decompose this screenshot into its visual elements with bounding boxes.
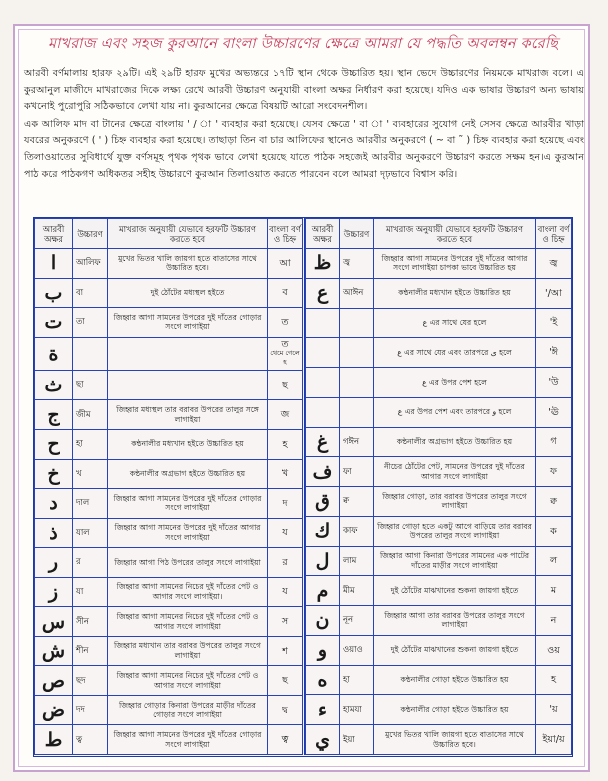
arabic-letter-cell: ل: [306, 546, 340, 576]
table-body-right: [306, 249, 572, 755]
makhraj-description-cell: ع এর উপর পেশ হলে: [374, 368, 536, 398]
table-row: [306, 308, 572, 338]
pronunciation-cell: লাম: [340, 546, 374, 576]
makhraj-description-cell: মুখের ভিতর খালি জায়গা হতে বাতাসের সাথে উচ্চারিত হবে।: [374, 725, 536, 755]
makhraj-table-right: [304, 218, 572, 755]
pronunciation-cell: তা: [73, 308, 108, 338]
table-row: [35, 337, 303, 370]
table-row: [35, 459, 303, 489]
table-row: [306, 397, 572, 427]
bangla-letter-cell: জ: [268, 400, 303, 430]
table-row: [306, 695, 572, 725]
bangla-letter-cell: হ: [268, 429, 303, 459]
bangla-letter-cell: ইয়া/য়: [536, 725, 572, 755]
bangla-letter-cell: য: [268, 518, 303, 548]
arabic-letter-cell: ر: [35, 548, 73, 578]
bangla-letter-cell: ম: [536, 576, 572, 606]
table-row: [35, 370, 303, 400]
makhraj-description-cell: জিহ্বার মধ্যখান তার বরাবর উপরের তালুর সংগে লাগাইয়া: [108, 636, 268, 666]
table-row: [306, 487, 572, 517]
bangla-letter-cell: শ: [268, 636, 303, 666]
arabic-letter-cell: ك: [306, 516, 340, 546]
pronunciation-cell: ত্ব: [73, 725, 108, 755]
table-row: [35, 489, 303, 519]
header-makhraj: মাখরাজ অনুযায়ী যেভাবে হরফটি উচ্চারণ করতে হবে: [108, 219, 268, 249]
table-row: [35, 577, 303, 607]
pronunciation-cell: আলিফ: [73, 249, 108, 279]
pronunciation-cell: হা: [340, 665, 374, 695]
arabic-letter-cell: س: [35, 607, 73, 637]
header-name: উচ্চারণ: [340, 219, 374, 249]
pronunciation-cell: জীম: [73, 400, 108, 430]
makhraj-description-cell: জিহ্বার আগা সামনের উপরের দুই দাঁতের গোড়ার সংগে লাগাইয়া: [108, 489, 268, 519]
table-row: [306, 249, 572, 279]
makhraj-description-cell: ع এর সাথে যের এবং তারপরে ی হলে: [374, 338, 536, 368]
arabic-letter-cell: [306, 338, 340, 368]
arabic-letter-cell: ب: [35, 278, 73, 308]
arabic-letter-cell: ش: [35, 636, 73, 666]
table-row: [35, 666, 303, 696]
bangla-letter-cell: '/আ: [536, 278, 572, 308]
pronunciation-cell: গঈন: [340, 427, 374, 457]
pronunciation-cell: [340, 338, 374, 368]
arabic-letter-cell: [306, 368, 340, 398]
pronunciation-cell: [340, 368, 374, 398]
table-row: [35, 695, 303, 725]
pronunciation-cell: দদ: [73, 695, 108, 725]
makhraj-description-cell: কন্ঠনালীর মধ্যখান হইতে উচ্চারিত হয়: [374, 278, 536, 308]
makhraj-description-cell: মুখের ভিতর খালি জায়গা হতে বাতাসের সাথে উচ্চারিত হবে।: [108, 249, 268, 279]
makhraj-description-cell: জিহ্বার আগা সামনের নিচের দুই দাঁতের পেট ও আগার সংগে লাগাইয়া।: [108, 577, 268, 607]
arabic-letter-cell: ض: [35, 695, 73, 725]
bangla-letter-cell: জ্ব: [536, 249, 572, 279]
bangla-letter-cell: গ: [536, 427, 572, 457]
table-row: [35, 308, 303, 338]
makhraj-description-cell: কন্ঠনালীর গোড়া হইতে উচ্চারিত হয়: [374, 665, 536, 695]
bangla-letter-cell: খ: [268, 459, 303, 489]
pronunciation-cell: আঈন: [340, 278, 374, 308]
pronunciation-cell: খ: [73, 459, 108, 489]
pronunciation-cell: ক্ব: [340, 487, 374, 517]
table-row: [306, 635, 572, 665]
header-bangla: বাংলা বর্ণ ও চিহ্ন: [536, 219, 572, 249]
makhraj-description-cell: কন্ঠনালীর মধ্যখান হইতে উচ্চারিত হয়: [108, 429, 268, 459]
makhraj-description-cell: কন্ঠনালীর অগ্রভাগ হইতে উচ্চারিত হয়: [374, 427, 536, 457]
pronunciation-cell: দাল: [73, 489, 108, 519]
bangla-letter-cell: 'য়: [536, 695, 572, 725]
table-row: [306, 665, 572, 695]
bangla-letter-cell: ত থেমে গেলে হ: [268, 337, 303, 370]
makhraj-description-cell: জিহ্বার আগা তার বরাবর উপরের তালুর সংগে লাগাইয়া: [374, 606, 536, 636]
pronunciation-cell: র: [73, 548, 108, 578]
pronunciation-cell: ছদ: [73, 666, 108, 696]
arabic-letter-cell: ة: [35, 337, 73, 370]
arabic-letter-cell: م: [306, 576, 340, 606]
table-row: [306, 368, 572, 398]
header-name: উচ্চারণ: [73, 219, 108, 249]
makhraj-description-cell: কন্ঠনালীর অগ্রভাগ হইতে উচ্চারিত হয়: [108, 459, 268, 489]
bangla-letter-cell: ছ: [268, 666, 303, 696]
arabic-letter-cell: د: [35, 489, 73, 519]
table-row: [306, 516, 572, 546]
makhraj-description-cell: জিহ্বার আগা সামনের নিচের দুই দাঁতের পেট ও আগার সংগে লাগাইয়া: [108, 666, 268, 696]
pronunciation-cell: ওয়াও: [340, 635, 374, 665]
arabic-letter-cell: و: [306, 635, 340, 665]
arabic-letter-cell: ء: [306, 695, 340, 725]
bangla-letter-cell: 'ঈ: [536, 338, 572, 368]
table-row: [306, 338, 572, 368]
makhraj-description-cell: জিহ্বার গোড়ার কিনারা উপরের মাড়ীর দাঁতের গোড়ার সংগে লাগাইয়া: [108, 695, 268, 725]
makhraj-description-cell: জিহ্বার মধ্যস্থল তার বরাবর উপরের তালুর সঙ্গে লাগাইয়া: [108, 400, 268, 430]
arabic-letter-cell: ت: [35, 308, 73, 338]
bangla-letter-cell: স: [268, 607, 303, 637]
bangla-letter-cell: ফ: [536, 457, 572, 487]
arabic-letter-cell: ظ: [306, 249, 340, 279]
makhraj-description-cell: [108, 370, 268, 400]
bangla-letter-cell: 'ঊ: [536, 397, 572, 427]
makhraj-description-cell: কন্ঠনালীর গোড়া হইতে উচ্চারিত হয়: [374, 695, 536, 725]
arabic-letter-cell: ح: [35, 429, 73, 459]
arabic-letter-cell: ث: [35, 370, 73, 400]
pronunciation-cell: মীম: [340, 576, 374, 606]
header-arabic: আরবী অক্ষর: [306, 219, 340, 249]
makhraj-description-cell: জিহ্বার আগা সামনের উপরের দুই দাঁতের আগার সংগে লাগাইয়া চাপকা ভাবে উচ্চারিত হয়: [374, 249, 536, 279]
makhraj-description-cell: দুই ঠোঁটের মাঝখানের শুকনা জায়গা হইতে: [374, 576, 536, 606]
arabic-letter-cell: ع: [306, 278, 340, 308]
bangla-letter-cell: দ্ব: [268, 695, 303, 725]
pronunciation-cell: সীন: [73, 607, 108, 637]
bangla-letter-cell: ন: [536, 606, 572, 636]
makhraj-description-cell: দুই ঠোঁটের মাঝখানের শুকনা জায়গা হইতে: [374, 635, 536, 665]
table-row: [35, 429, 303, 459]
table-row: [306, 576, 572, 606]
arabic-letter-cell: [306, 397, 340, 427]
makhraj-description-cell: জিহ্বার গোড়া হতে একটু আগে বাড়িয়ে তার বরাবর উপরের তালুর সংগে লাগাইয়া: [374, 516, 536, 546]
pronunciation-cell: যাল: [73, 518, 108, 548]
makhraj-table: [33, 217, 573, 757]
makhraj-description-cell: জিহ্বার গোড়া, তার বরাবর উপরের তালুর সংগে লাগাইয়া: [374, 487, 536, 517]
bangla-letter-cell: য: [268, 577, 303, 607]
makhraj-description-cell: [108, 337, 268, 370]
table-row: [35, 400, 303, 430]
page-title: মাখরাজ এবং সহজ কুরআনে বাংলা উচ্চারণের ক্ষেত্রে আমরা যে পদ্ধতি অবলম্বন করেছি: [48, 36, 558, 52]
table-row: [35, 725, 303, 755]
bangla-letter-cell: ত: [268, 308, 303, 338]
makhraj-description-cell: জিহ্বার আগা কিনারা উপরের সামনের এক পাটের দাঁতের মাড়ীর সংগে লাগাইয়া: [374, 546, 536, 576]
arabic-letter-cell: ز: [35, 577, 73, 607]
bangla-letter-cell: আ: [268, 249, 303, 279]
pronunciation-cell: ফা: [340, 457, 374, 487]
makhraj-description-cell: দুই ঠোঁটের মধ্যস্থল হইতে: [108, 278, 268, 308]
makhraj-description-cell: জিহ্বার আগা সামনের উপরের দুই দাঁতের আগার সংগে লাগাইয়া: [108, 518, 268, 548]
header-bangla: বাংলা বর্ণ ও চিহ্ন: [268, 219, 303, 249]
arabic-letter-cell: ط: [35, 725, 73, 755]
header-makhraj: মাখরাজ অনুযায়ী যেভাবে হরফটি উচ্চারণ করতে হবে: [374, 219, 536, 249]
makhraj-description-cell: জিহ্বার আগা পিঠ উপরের তালুর সংগে লাগাইয়া: [108, 548, 268, 578]
table-row: [306, 457, 572, 487]
pronunciation-cell: ছা: [73, 370, 108, 400]
pronunciation-cell: ইয়া: [340, 725, 374, 755]
table-row: [35, 278, 303, 308]
table-row: [35, 249, 303, 279]
pronunciation-cell: যা: [73, 577, 108, 607]
arabic-letter-cell: ن: [306, 606, 340, 636]
table-body-left: [35, 249, 303, 755]
arabic-letter-cell: ذ: [35, 518, 73, 548]
pronunciation-cell: [73, 337, 108, 370]
pronunciation-cell: কাফ: [340, 516, 374, 546]
table-header-row: [35, 219, 303, 249]
makhraj-description-cell: জিহ্বার আগা সামনের উপরের দুই দাঁতের গোড়ার সংগে লাগাইয়া: [108, 308, 268, 338]
bangla-letter-cell: ছ: [268, 370, 303, 400]
bangla-letter-cell: ল: [536, 546, 572, 576]
pronunciation-cell: জ্ব: [340, 249, 374, 279]
bangla-letter-cell: দ: [268, 489, 303, 519]
intro-text: [24, 66, 584, 184]
table-row: [306, 725, 572, 755]
bangla-letter-cell: ক্ব: [536, 487, 572, 517]
table-row: [35, 518, 303, 548]
arabic-letter-cell: ي: [306, 725, 340, 755]
table-row: [306, 606, 572, 636]
table-row: [35, 607, 303, 637]
arabic-letter-cell: غ: [306, 427, 340, 457]
bangla-letter-cell: র: [268, 548, 303, 578]
arabic-letter-cell: خ: [35, 459, 73, 489]
pronunciation-cell: হা: [73, 429, 108, 459]
bangla-letter-cell: 'উ: [536, 368, 572, 398]
makhraj-description-cell: জিহ্বার আগা সামনের নিচের দুই দাঁতের পেট ও আগার সংগে লাগাইয়া: [108, 607, 268, 637]
pronunciation-cell: হামযা: [340, 695, 374, 725]
bangla-letter-cell: হ: [536, 665, 572, 695]
bangla-letter-cell: ক: [536, 516, 572, 546]
makhraj-description-cell: ع এর উপর পেশ এবং তারপরে و হলে: [374, 397, 536, 427]
bangla-letter-cell: 'ই: [536, 308, 572, 338]
table-row: [35, 548, 303, 578]
table-row: [306, 546, 572, 576]
makhraj-description-cell: নীচের ঠোঁটের পেট, সামনের উপরের দুই দাঁতের আগার সংগে লাগাইয়া: [374, 457, 536, 487]
bangla-letter-cell: ব: [268, 278, 303, 308]
table-row: [306, 427, 572, 457]
arabic-letter-cell: ج: [35, 400, 73, 430]
header-arabic: আরবী অক্ষর: [35, 219, 73, 249]
pronunciation-cell: [340, 397, 374, 427]
table-row: [35, 636, 303, 666]
bangla-letter-cell: ওয়: [536, 635, 572, 665]
arabic-letter-cell: ق: [306, 487, 340, 517]
bangla-letter-cell: ত্ব: [268, 725, 303, 755]
arabic-letter-cell: ف: [306, 457, 340, 487]
table-header-row: [306, 219, 572, 249]
arabic-letter-cell: ه: [306, 665, 340, 695]
intro-paragraph-2: এক আলিফ মাদ বা টানের ক্ষেত্রে বাংলায় ' / া ' ব্যবহার করা হয়েছে। যেসব ক্ষেত্রে ' বা া ' ব্যবহারের সুযোগ নেই সেসব ক্ষেত্রে আরবীর খাড়া যবরের অনুকরণে ( ' ) চিহ্ন ব্যবহার করা হয়েছে। তাছাড়া তিন বা চার আলিফের স্থানেও আরবীর অনুকরণে ( ~ বা ˜ ) চিহ্ন ব্যবহার করা হয়েছে এবং তিলাওয়াতের সুবিধার্থে যুক্ত বর্ণসমূহ পৃথক পৃথক ভাবে লেখা হয়েছে যাতে পাঠক সহজেই আরবীর অনুকরণে উচ্চারণ করতে সক্ষম হন।এ কুরআন পাঠ করে পাঠকগণ অধিকতর সহীহ উচ্চারণে কুরআন তিলাওয়াত করতে পারবেন বলে আমরা দৃঢ়ভাবে বিশ্বাস করি।: [24, 118, 584, 180]
makhraj-table-left: [34, 218, 302, 755]
arabic-letter-cell: [306, 308, 340, 338]
table-row: [306, 278, 572, 308]
pronunciation-cell: নূন: [340, 606, 374, 636]
intro-paragraph-1: আরবী বর্ণমালায় হারফ ২৯টি। এই ২৯টি হারফ মুখের অভ্যন্তরে ১৭টি স্থান থেকে উচ্চারিত হয়। স্থান ভেদে উচ্চারণের নিয়মকে মাখরাজ বলে। এ কুরআনুল মাজীদে মাখরাজের দিকে লক্ষ্য রেখে আরবী উচ্চারণ অনুযায়ী বাংলা অক্ষর নির্ধারণ করা হয়েছে। যদিও এক ভাষার উচ্চারণ অন্য ভাষায় কখনোই পুরোপুরি সঠিকভাবে লেখা যায় না। কুরআনের ক্ষেত্রে বিষয়টি আরো সংবেদনশীল।: [24, 68, 584, 113]
bangla-note: থেমে গেলে হ: [270, 349, 300, 367]
pronunciation-cell: শীন: [73, 636, 108, 666]
pronunciation-cell: বা: [73, 278, 108, 308]
makhraj-description-cell: জিহ্বার আগা সামনের উপরের দুই দাঁতের গোড়ার সংগে লাগাইয়া: [108, 725, 268, 755]
pronunciation-cell: [340, 308, 374, 338]
makhraj-description-cell: ع এর সাথে যের হলে: [374, 308, 536, 338]
arabic-letter-cell: ص: [35, 666, 73, 696]
arabic-letter-cell: ا: [35, 249, 73, 279]
